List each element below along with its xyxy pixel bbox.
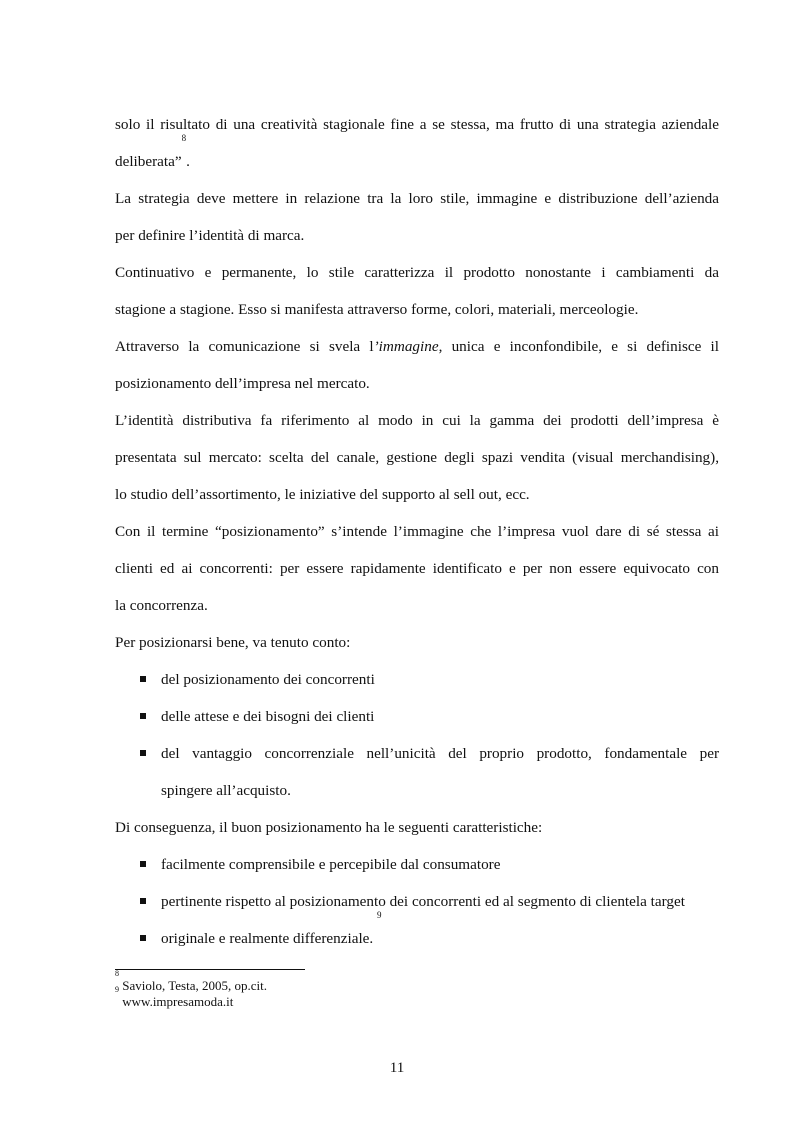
list-item-text: del vantaggio concorrenziale nell’unicità del proprio prodotto, fondamentale per [161,745,719,762]
paragraph-line: Con il termine “posizionamento” s’intende l’immagine che l’impresa vuol dare di sé stessa ai [115,523,719,540]
text-span: . [186,153,190,170]
square-bullet-icon [140,676,146,682]
list-item-text: del posizionamento dei concorrenti [161,671,375,688]
paragraph-line: L’identità distributiva fa riferimento al modo in cui la gamma dei prodotti dell’impresa è [115,412,719,429]
paragraph-line: presentata sul mercato: scelta del canale, gestione degli spazi vendita (visual merchandising), [115,449,719,466]
text-span: , unica e inconfondibile, e si definisce il [438,338,719,355]
paragraph-line: Per posizionarsi bene, va tenuto conto: [115,634,351,651]
text-span: deliberata” [115,153,182,170]
paragraph-line: la concorrenza. [115,597,208,614]
square-bullet-icon [140,750,146,756]
footnote-text: Saviolo, Testa, 2005, op.cit. [119,978,267,993]
list-item-continuation: spingere all’acquisto. [161,782,291,799]
text-span: Attraverso la comunicazione si svela l [115,338,374,355]
list-item [115,735,719,772]
page-number: 11 [389,1059,405,1076]
list-item [115,883,719,920]
list-item [115,846,719,883]
square-bullet-icon [140,898,146,904]
footnote-ref: 8 [181,133,187,143]
list-item-text: delle attese e dei bisogni dei clienti [161,708,375,725]
footnote [115,969,267,994]
italic-term: ’immagine [373,338,439,355]
paragraph-line [115,133,719,180]
list-item [115,661,719,698]
paragraph-line: Di conseguenza, il buon posizionamento ha le seguenti caratteristiche: [115,819,543,836]
paragraph-line: La strategia deve mettere in relazione tra la loro stile, immagine e distribuzione dell’azienda [115,190,719,207]
list-item [115,698,719,735]
paragraph-line: per definire l’identità di marca. [115,227,305,244]
paragraph-line: clienti ed ai concorrenti: per essere rapidamente identificato e per non essere equivocato con [115,560,719,577]
footnote-divider [115,969,305,970]
footnote [115,985,234,1010]
square-bullet-icon [140,861,146,867]
list-item-text: pertinente rispetto al posizionamento dei concorrenti ed al segmento di clientela target [161,893,685,910]
paragraph-line: solo il risultato di una creatività stagionale fine a se stessa, ma frutto di una strategia aziendale [115,116,719,133]
footnote-text: www.impresamoda.it [119,994,234,1009]
footnote-ref: 9 [377,910,382,920]
list-item-text: facilmente comprensibile e percepibile dal consumatore [161,856,501,873]
paragraph-line: Continuativo e permanente, lo stile caratterizza il prodotto nonostante i cambiamenti da [115,264,719,281]
list-item [115,910,719,957]
paragraph-line [115,328,719,365]
list-item-text: originale e realmente differenziale. [161,930,378,947]
paragraph-line: posizionamento dell’impresa nel mercato. [115,375,370,392]
paragraph-line: lo studio dell’assortimento, le iniziative del supporto al sell out, ecc. [115,486,530,503]
square-bullet-icon [140,713,146,719]
paragraph-line: stagione a stagione. Esso si manifesta attraverso forme, colori, materiali, merceologie. [115,301,639,318]
page-body [115,106,719,957]
footnote-number: 8 [115,969,119,978]
footnote-number: 9 [115,985,119,994]
square-bullet-icon [140,935,146,941]
